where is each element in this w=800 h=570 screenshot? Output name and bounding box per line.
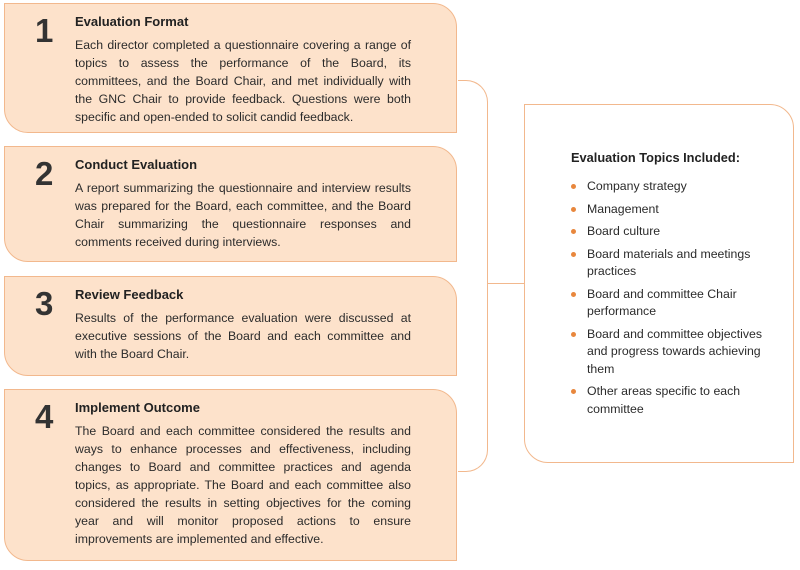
step-number: 1 [35, 12, 54, 49]
step-title: Evaluation Format [75, 14, 189, 29]
step-implement-outcome [4, 389, 457, 561]
bullet-dot-icon [571, 332, 576, 337]
step-description: Each director completed a questionnaire covering a range of topics to assess the performance of the Board, its committees, and the Board Chair, and met individually with the GNC Chair to provide feedback. Questions were both specific and open-ended to solicit candid feedback. [75, 38, 411, 124]
bullet-dot-icon [571, 292, 576, 297]
bullet-dot-icon [571, 229, 576, 234]
bracket-connector [458, 80, 488, 472]
bullet-dot-icon [571, 184, 576, 189]
step-number: 2 [35, 155, 54, 192]
topics-list [571, 178, 771, 423]
bullet-dot-icon [571, 207, 576, 212]
evaluation-topics-panel [524, 104, 794, 463]
topic-item: Company strategy [571, 178, 771, 196]
step-number: 4 [35, 398, 54, 435]
topic-item: Board materials and meetings practices [571, 246, 771, 281]
step-description: The Board and each committee considered the results and ways to enhance processes and effectiveness, including changes to Board and committee practices and agenda topics, as appropriate. The Board and each committee also considered the results in setting objectives for the coming year and will monitor proposed actions to ensure improvements are implemented and effective. [75, 424, 411, 546]
topics-title: Evaluation Topics Included: [571, 150, 740, 165]
topic-item: Board and committee Chair performance [571, 286, 771, 321]
step-title: Conduct Evaluation [75, 157, 198, 172]
topic-item: Management [571, 201, 771, 219]
step-evaluation-format [4, 3, 457, 133]
step-conduct-evaluation [4, 146, 457, 262]
step-description: Results of the performance evaluation were discussed at executive sessions of the Board and each committee and with the Board Chair. [75, 311, 411, 361]
step-description: A report summarizing the questionnaire and interview results was prepared for the Board, each committee, and the Board Chair summarizing the questionnaire responses and comments received during interviews. [75, 181, 411, 249]
topic-item: Board and committee objectives and progress towards achieving them [571, 326, 771, 379]
topic-item: Other areas specific to each committee [571, 383, 771, 418]
connector-line [488, 283, 524, 284]
step-title: Review Feedback [75, 287, 184, 302]
bullet-dot-icon [571, 252, 576, 257]
step-number: 3 [35, 285, 54, 322]
step-title: Implement Outcome [75, 400, 200, 415]
bullet-dot-icon [571, 389, 576, 394]
step-review-feedback [4, 276, 457, 376]
topic-item: Board culture [571, 223, 771, 241]
